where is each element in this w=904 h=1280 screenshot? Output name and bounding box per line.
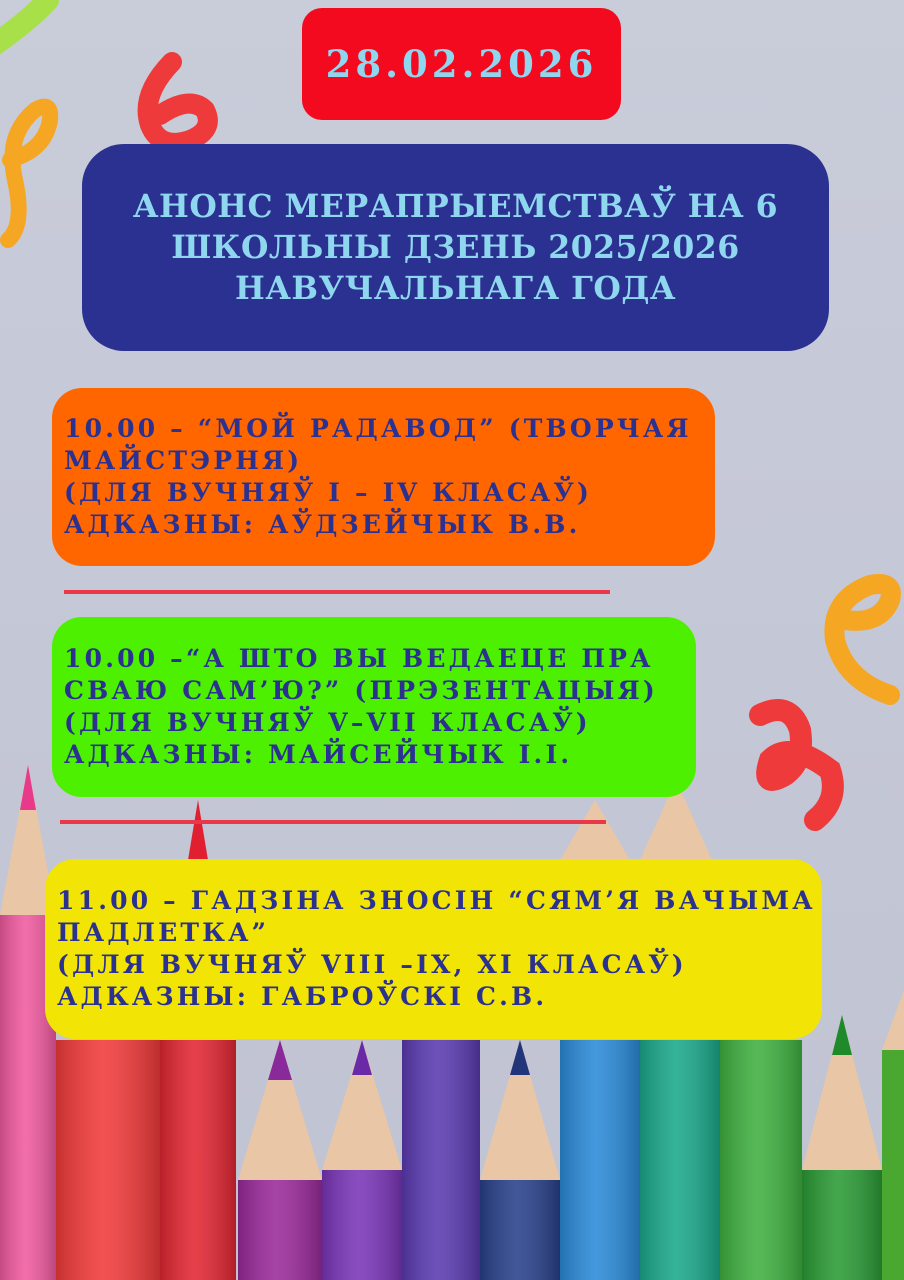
event-line: (ДЛЯ ВУЧНЯЎ V–VІІ КЛАСАЎ) bbox=[64, 708, 591, 737]
event-line: АДКАЗНЫ: АЎДЗЕЙЧЫК В.В. bbox=[64, 510, 581, 539]
event-date: 28.02.2026 bbox=[325, 42, 598, 86]
pencil-icon bbox=[720, 1040, 802, 1280]
event-card-3 bbox=[45, 859, 822, 1039]
event-line: (ДЛЯ ВУЧНЯЎ VІІІ –ІX, XІ КЛАСАЎ) bbox=[57, 950, 687, 979]
pencil-icon bbox=[480, 1040, 560, 1280]
event-line: ПАДЛЕТКА” bbox=[57, 918, 270, 947]
title-banner bbox=[82, 144, 829, 351]
event-line: 11.00 – ГАДЗІНА ЗНОСІН “СЯМ’Я ВАЧЫМА bbox=[57, 886, 816, 915]
event-line: 10.00 – “МОЙ РАДАВОД” (ТВОРЧАЯ bbox=[64, 414, 692, 443]
pencil-icon bbox=[238, 1040, 322, 1280]
divider bbox=[64, 590, 610, 594]
event-line: СВАЮ САМ’Ю?” (ПРЭЗЕНТАЦЫЯ) bbox=[64, 676, 658, 705]
pencil-icon bbox=[402, 1040, 480, 1280]
title-line: НАВУЧАЛЬНАГА ГОДА bbox=[234, 270, 676, 307]
event-line: 10.00 –“А ШТО ВЫ ВЕДАЕЦЕ ПРА bbox=[64, 644, 654, 673]
pencil-icon bbox=[322, 1040, 402, 1280]
event-line: АДКАЗНЫ: МАЙСЕЙЧЫК І.І. bbox=[64, 740, 573, 769]
event-line: АДКАЗНЫ: ГАБРОЎСКІ С.В. bbox=[57, 982, 548, 1011]
event-card-2 bbox=[52, 617, 696, 797]
event-card-1 bbox=[52, 388, 715, 566]
pencil-icon bbox=[882, 990, 904, 1280]
title-line: ШКОЛЬНЫ ДЗЕНЬ 2025/2026 bbox=[171, 229, 740, 266]
title-line: АНОНС МЕРАПРЫЕМСТВАЎ НА 6 bbox=[132, 188, 779, 225]
pencil-icon bbox=[802, 1015, 882, 1280]
date-banner bbox=[302, 8, 621, 120]
event-line: МАЙСТЭРНЯ) bbox=[64, 446, 303, 475]
divider bbox=[60, 820, 606, 824]
pencil-icon bbox=[56, 1040, 160, 1280]
event-line: (ДЛЯ ВУЧНЯЎ І – ІV КЛАСАЎ) bbox=[64, 478, 592, 507]
